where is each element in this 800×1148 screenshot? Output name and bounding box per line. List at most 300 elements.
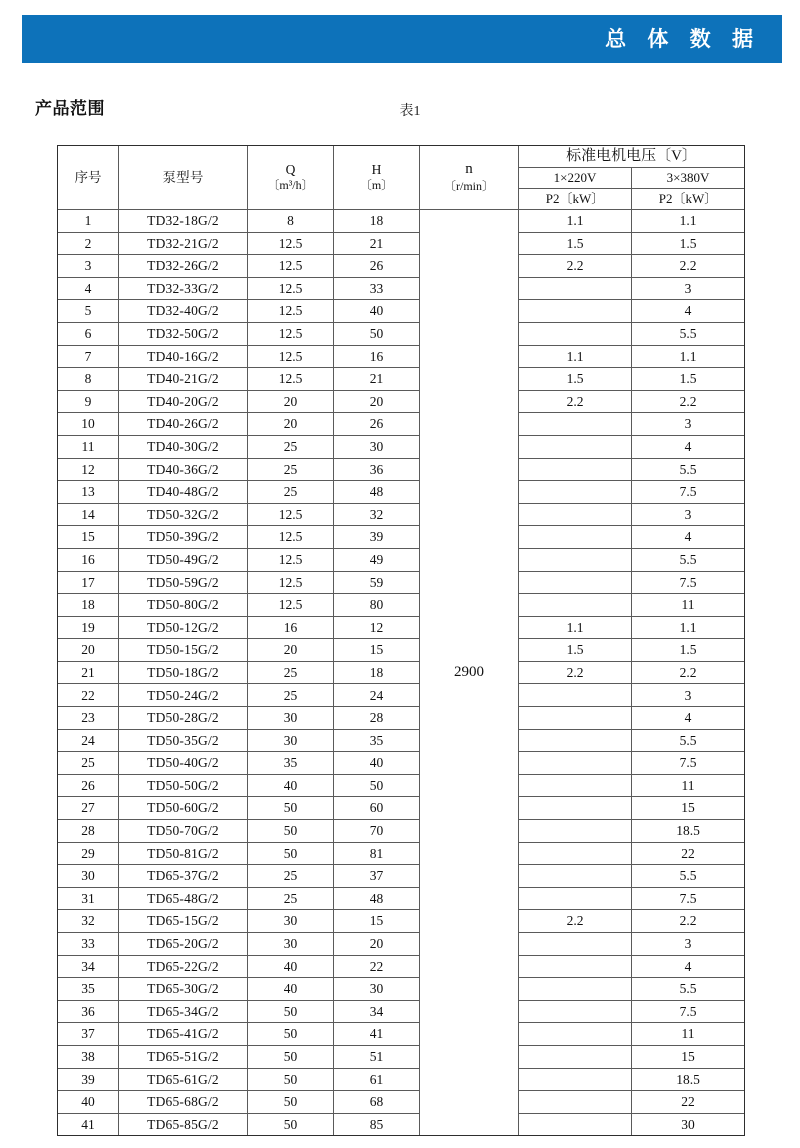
cell-power-380v: 2.2 [632,255,745,278]
column-header-p2-1ph: P2〔kW〕 [519,189,632,210]
table-row [58,639,745,662]
cell-no: 12 [58,458,119,481]
column-header-head [334,146,420,210]
cell-no: 25 [58,752,119,775]
cell-no: 1 [58,210,119,233]
table-row [58,435,745,458]
table-row [58,887,745,910]
cell-model: TD50-80G/2 [119,594,248,617]
table-row [58,910,745,933]
cell-power-380v: 18.5 [632,820,745,843]
cell-power-220v [519,594,632,617]
cell-power-380v: 4 [632,435,745,458]
cell-head: 16 [334,345,420,368]
cell-head: 21 [334,232,420,255]
cell-head: 15 [334,910,420,933]
cell-no: 21 [58,661,119,684]
cell-model: TD50-24G/2 [119,684,248,707]
cell-flow: 12.5 [248,526,334,549]
cell-power-220v [519,413,632,436]
cell-flow: 40 [248,978,334,1001]
cell-power-220v [519,571,632,594]
cell-model: TD40-48G/2 [119,481,248,504]
cell-flow: 50 [248,842,334,865]
column-header-voltage-group: 标准电机电压〔V〕 [519,146,745,168]
cell-power-380v: 7.5 [632,887,745,910]
table-header-row-1 [58,146,745,168]
cell-model: TD40-16G/2 [119,345,248,368]
cell-no: 18 [58,594,119,617]
cell-power-220v [519,865,632,888]
cell-model: TD40-21G/2 [119,368,248,391]
cell-flow: 50 [248,1113,334,1136]
page-header-banner [22,15,782,63]
cell-power-220v: 2.2 [519,910,632,933]
table-row [58,277,745,300]
cell-head: 49 [334,548,420,571]
cell-flow: 30 [248,729,334,752]
cell-power-220v [519,752,632,775]
cell-head: 60 [334,797,420,820]
cell-head: 61 [334,1068,420,1091]
cell-no: 10 [58,413,119,436]
table-row [58,797,745,820]
cell-head: 50 [334,774,420,797]
cell-flow: 12.5 [248,255,334,278]
product-range-table [57,145,745,1136]
table-row [58,1000,745,1023]
cell-power-380v: 1.1 [632,345,745,368]
cell-power-380v: 22 [632,1091,745,1114]
cell-model: TD32-18G/2 [119,210,248,233]
table-header [58,146,745,210]
cell-model: TD50-32G/2 [119,503,248,526]
cell-power-380v: 15 [632,1045,745,1068]
cell-no: 26 [58,774,119,797]
cell-flow: 50 [248,820,334,843]
table-row [58,1068,745,1091]
cell-power-380v: 4 [632,955,745,978]
table-row [58,322,745,345]
cell-model: TD50-15G/2 [119,639,248,662]
table-row [58,616,745,639]
cell-power-380v: 18.5 [632,1068,745,1091]
table-caption: 表1 [399,104,421,119]
cell-power-220v: 1.1 [519,210,632,233]
cell-power-380v: 7.5 [632,1000,745,1023]
cell-no: 16 [58,548,119,571]
cell-flow: 8 [248,210,334,233]
cell-head: 18 [334,210,420,233]
cell-head: 81 [334,842,420,865]
cell-power-220v [519,1000,632,1023]
cell-model: TD32-40G/2 [119,300,248,323]
cell-flow: 30 [248,910,334,933]
cell-flow: 25 [248,435,334,458]
cell-model: TD65-37G/2 [119,865,248,888]
cell-flow: 50 [248,1000,334,1023]
cell-flow: 25 [248,887,334,910]
cell-flow: 50 [248,1045,334,1068]
cell-power-220v: 2.2 [519,661,632,684]
cell-model: TD50-28G/2 [119,707,248,730]
cell-model: TD50-59G/2 [119,571,248,594]
column-header-flow [248,146,334,210]
cell-no: 24 [58,729,119,752]
table-row [58,684,745,707]
cell-model: TD50-39G/2 [119,526,248,549]
column-header-p2-3ph: P2〔kW〕 [632,189,745,210]
cell-no: 3 [58,255,119,278]
cell-head: 33 [334,277,420,300]
table-row [58,503,745,526]
cell-head: 30 [334,978,420,1001]
table-row [58,390,745,413]
cell-power-380v: 1.1 [632,210,745,233]
cell-head: 24 [334,684,420,707]
cell-power-220v [519,503,632,526]
cell-no: 35 [58,978,119,1001]
cell-flow: 40 [248,774,334,797]
cell-model: TD65-61G/2 [119,1068,248,1091]
table-row [58,955,745,978]
cell-head: 20 [334,933,420,956]
cell-power-220v [519,1023,632,1046]
cell-power-220v: 1.5 [519,368,632,391]
cell-flow: 12.5 [248,300,334,323]
cell-no: 31 [58,887,119,910]
table-row [58,1045,745,1068]
cell-model: TD40-30G/2 [119,435,248,458]
cell-power-380v: 22 [632,842,745,865]
cell-head: 68 [334,1091,420,1114]
cell-power-220v [519,842,632,865]
cell-no: 37 [58,1023,119,1046]
cell-head: 12 [334,616,420,639]
section-heading-row [0,94,800,122]
cell-head: 35 [334,729,420,752]
table-row [58,707,745,730]
cell-model: TD32-21G/2 [119,232,248,255]
cell-power-220v [519,774,632,797]
cell-model: TD40-20G/2 [119,390,248,413]
cell-power-220v [519,707,632,730]
cell-power-380v: 2.2 [632,910,745,933]
cell-power-380v: 4 [632,300,745,323]
cell-no: 17 [58,571,119,594]
cell-head: 39 [334,526,420,549]
cell-speed-merged: 2900 [420,210,519,1136]
cell-no: 39 [58,1068,119,1091]
cell-flow: 25 [248,865,334,888]
cell-head: 20 [334,390,420,413]
table-row [58,548,745,571]
table-row [58,729,745,752]
cell-no: 7 [58,345,119,368]
cell-flow: 25 [248,661,334,684]
cell-power-220v [519,277,632,300]
cell-flow: 12.5 [248,571,334,594]
cell-flow: 16 [248,616,334,639]
table-row [58,300,745,323]
table-row [58,481,745,504]
cell-head: 37 [334,865,420,888]
cell-head: 40 [334,300,420,323]
cell-power-220v [519,955,632,978]
cell-no: 23 [58,707,119,730]
cell-no: 2 [58,232,119,255]
table-row [58,1023,745,1046]
cell-no: 34 [58,955,119,978]
cell-no: 36 [58,1000,119,1023]
table-row [58,255,745,278]
cell-flow: 50 [248,1023,334,1046]
table-row [58,1091,745,1114]
cell-head: 48 [334,481,420,504]
cell-no: 13 [58,481,119,504]
cell-no: 20 [58,639,119,662]
cell-no: 11 [58,435,119,458]
table-row [58,865,745,888]
cell-power-220v [519,1113,632,1136]
table-row [58,526,745,549]
column-header-speed-symbol: n [465,161,473,178]
cell-power-220v [519,481,632,504]
cell-model: TD32-50G/2 [119,322,248,345]
column-header-speed-unit: 〔r/min〕 [444,178,494,193]
cell-head: 32 [334,503,420,526]
cell-no: 32 [58,910,119,933]
cell-head: 28 [334,707,420,730]
cell-model: TD50-49G/2 [119,548,248,571]
table-row [58,661,745,684]
table-row [58,820,745,843]
cell-no: 40 [58,1091,119,1114]
cell-model: TD65-51G/2 [119,1045,248,1068]
cell-power-220v: 1.5 [519,639,632,662]
cell-no: 14 [58,503,119,526]
cell-power-380v: 11 [632,1023,745,1046]
cell-power-380v: 7.5 [632,752,745,775]
cell-power-220v [519,729,632,752]
cell-flow: 25 [248,481,334,504]
cell-model: TD32-26G/2 [119,255,248,278]
cell-flow: 12.5 [248,345,334,368]
cell-model: TD40-36G/2 [119,458,248,481]
cell-head: 15 [334,639,420,662]
cell-power-220v [519,548,632,571]
cell-no: 38 [58,1045,119,1068]
cell-flow: 25 [248,684,334,707]
cell-power-380v: 3 [632,503,745,526]
column-header-speed [420,146,519,210]
column-header-head-unit: 〔m〕 [359,177,394,192]
page-header-title: 总 体 数 据 [605,26,760,51]
cell-power-380v: 7.5 [632,481,745,504]
cell-model: TD32-33G/2 [119,277,248,300]
cell-power-380v: 1.5 [632,232,745,255]
cell-head: 26 [334,255,420,278]
column-header-model: 泵型号 [119,146,248,210]
cell-power-380v: 1.1 [632,616,745,639]
section-title: 产品范围 [35,99,105,119]
cell-flow: 40 [248,955,334,978]
cell-power-220v [519,684,632,707]
cell-power-220v [519,322,632,345]
cell-power-220v [519,933,632,956]
cell-flow: 25 [248,458,334,481]
cell-power-380v: 3 [632,684,745,707]
cell-flow: 12.5 [248,594,334,617]
cell-flow: 20 [248,639,334,662]
cell-model: TD65-15G/2 [119,910,248,933]
cell-flow: 12.5 [248,503,334,526]
cell-model: TD65-41G/2 [119,1023,248,1046]
cell-model: TD65-68G/2 [119,1091,248,1114]
cell-model: TD50-60G/2 [119,797,248,820]
table-row [58,571,745,594]
cell-head: 48 [334,887,420,910]
cell-power-380v: 11 [632,594,745,617]
cell-power-220v: 2.2 [519,255,632,278]
cell-head: 36 [334,458,420,481]
cell-head: 26 [334,413,420,436]
cell-flow: 20 [248,390,334,413]
cell-power-380v: 15 [632,797,745,820]
cell-no: 33 [58,933,119,956]
cell-flow: 50 [248,797,334,820]
cell-model: TD65-22G/2 [119,955,248,978]
cell-head: 51 [334,1045,420,1068]
cell-head: 80 [334,594,420,617]
cell-flow: 12.5 [248,368,334,391]
table-row [58,345,745,368]
cell-no: 4 [58,277,119,300]
cell-power-220v: 1.5 [519,232,632,255]
cell-model: TD65-34G/2 [119,1000,248,1023]
column-header-head-symbol: H [371,162,382,178]
cell-power-220v [519,526,632,549]
cell-head: 18 [334,661,420,684]
cell-head: 21 [334,368,420,391]
cell-no: 30 [58,865,119,888]
table-row [58,368,745,391]
table-row [58,210,745,233]
cell-flow: 50 [248,1091,334,1114]
cell-power-380v: 1.5 [632,368,745,391]
cell-power-220v [519,1091,632,1114]
table-row [58,978,745,1001]
cell-power-380v: 3 [632,933,745,956]
cell-flow: 12.5 [248,548,334,571]
cell-head: 70 [334,820,420,843]
cell-model: TD65-30G/2 [119,978,248,1001]
cell-power-220v [519,435,632,458]
cell-power-380v: 2.2 [632,661,745,684]
cell-power-380v: 4 [632,526,745,549]
table-row [58,842,745,865]
cell-flow: 12.5 [248,322,334,345]
cell-no: 27 [58,797,119,820]
cell-no: 19 [58,616,119,639]
cell-model: TD50-35G/2 [119,729,248,752]
cell-power-380v: 3 [632,277,745,300]
cell-model: TD50-50G/2 [119,774,248,797]
table-row [58,752,745,775]
column-header-voltage-1ph: 1×220V [519,168,632,189]
cell-power-220v [519,458,632,481]
table-row [58,413,745,436]
cell-flow: 35 [248,752,334,775]
cell-no: 22 [58,684,119,707]
cell-no: 6 [58,322,119,345]
cell-no: 8 [58,368,119,391]
cell-flow: 20 [248,413,334,436]
cell-power-380v: 3 [632,413,745,436]
column-header-voltage-3ph: 3×380V [632,168,745,189]
cell-flow: 12.5 [248,277,334,300]
cell-model: TD50-12G/2 [119,616,248,639]
table-row [58,458,745,481]
cell-head: 30 [334,435,420,458]
cell-head: 34 [334,1000,420,1023]
cell-power-380v: 5.5 [632,458,745,481]
cell-head: 50 [334,322,420,345]
cell-head: 22 [334,955,420,978]
cell-power-380v: 4 [632,707,745,730]
cell-head: 41 [334,1023,420,1046]
cell-power-380v: 2.2 [632,390,745,413]
cell-no: 5 [58,300,119,323]
cell-head: 85 [334,1113,420,1136]
cell-power-380v: 5.5 [632,322,745,345]
cell-power-380v: 7.5 [632,571,745,594]
cell-no: 41 [58,1113,119,1136]
cell-power-220v [519,978,632,1001]
table-body [58,210,745,1136]
table-row [58,594,745,617]
cell-flow: 12.5 [248,232,334,255]
table-row [58,774,745,797]
cell-power-220v [519,820,632,843]
cell-power-380v: 5.5 [632,865,745,888]
cell-power-220v [519,797,632,820]
cell-power-380v: 11 [632,774,745,797]
column-header-no: 序号 [58,146,119,210]
column-header-flow-symbol: Q [285,162,296,178]
cell-power-380v: 1.5 [632,639,745,662]
cell-flow: 30 [248,933,334,956]
cell-head: 40 [334,752,420,775]
cell-power-220v [519,887,632,910]
cell-no: 15 [58,526,119,549]
cell-model: TD65-20G/2 [119,933,248,956]
cell-model: TD65-85G/2 [119,1113,248,1136]
table-row [58,1113,745,1136]
cell-no: 28 [58,820,119,843]
table-row [58,933,745,956]
cell-head: 59 [334,571,420,594]
cell-power-220v: 2.2 [519,390,632,413]
cell-power-220v [519,300,632,323]
cell-power-380v: 30 [632,1113,745,1136]
cell-model: TD50-81G/2 [119,842,248,865]
cell-model: TD40-26G/2 [119,413,248,436]
cell-power-380v: 5.5 [632,978,745,1001]
cell-power-380v: 5.5 [632,548,745,571]
cell-power-380v: 5.5 [632,729,745,752]
cell-power-220v [519,1068,632,1091]
